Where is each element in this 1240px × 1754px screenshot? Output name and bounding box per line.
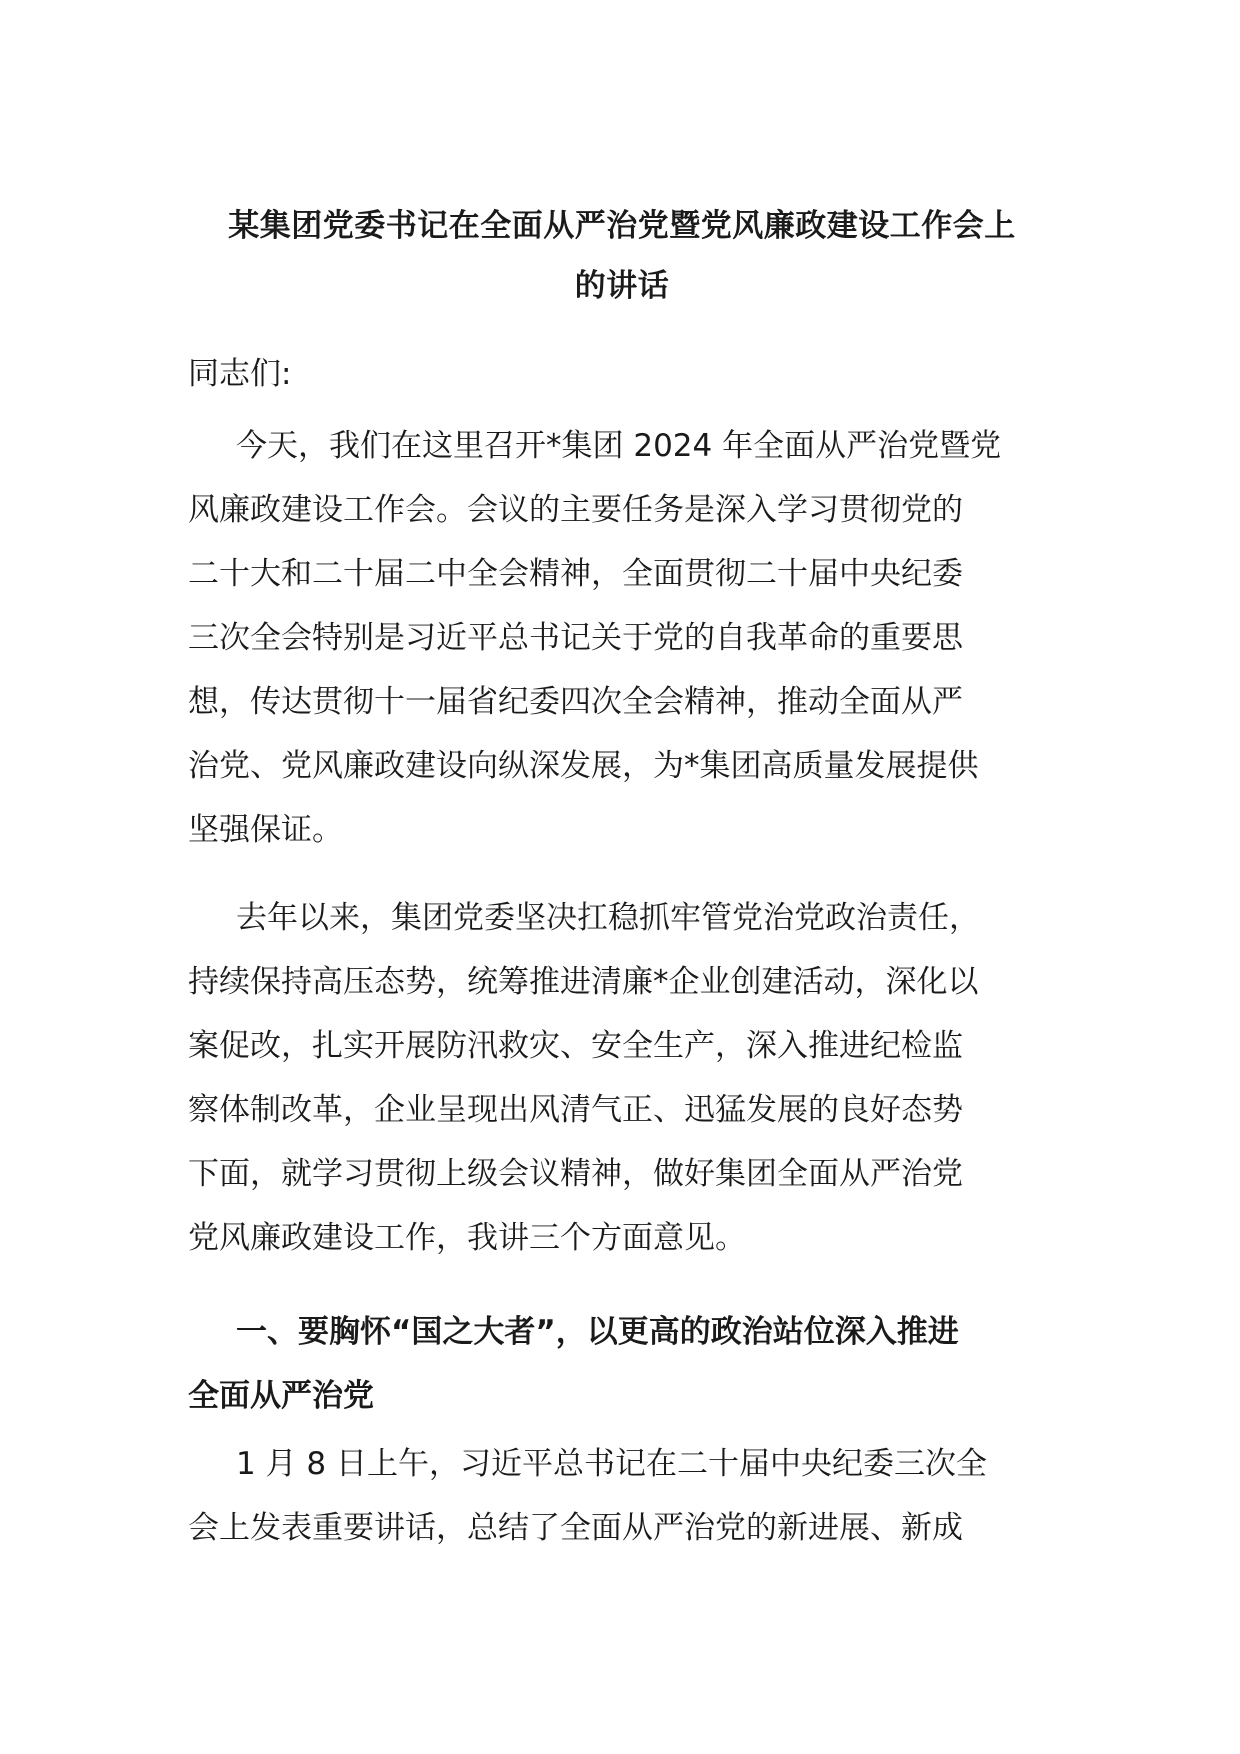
- paragraph-line: 1 月 8 日上午，习近平总书记在二十届中央纪委三次全: [236, 1446, 988, 1482]
- paragraph-line: 察体制改革，企业呈现出风清气正、迅猛发展的良好态势: [188, 1092, 963, 1128]
- title-line: 某集团党委书记在全面从严治党暨党风廉政建设工作会上: [228, 208, 1016, 244]
- paragraph-line: 治党、党风廉政建设向纵深发展，为*集团高质量发展提供: [188, 748, 979, 784]
- paragraph-line: 下面，就学习贯彻上级会议精神，做好集团全面从严治党: [188, 1156, 963, 1192]
- paragraph-review: [188, 886, 1058, 1270]
- heading-line: 全面从严治党: [188, 1378, 374, 1414]
- paragraph-line: 想，传达贯彻十一届省纪委四次全会精神，推动全面从严: [188, 684, 963, 720]
- paragraph-line: 二十大和二十届二中全会精神，全面贯彻二十届中央纪委: [188, 556, 963, 592]
- salutation-text: 同志们:: [188, 356, 292, 392]
- paragraph-line: 持续保持高压态势，统筹推进清廉*企业创建活动，深化以: [188, 964, 979, 1000]
- paragraph-intro: [188, 414, 1058, 862]
- salutation: [188, 342, 1058, 406]
- paragraph-line: 会上发表重要讲话，总结了全面从严治党的新进展、新成: [188, 1510, 963, 1546]
- title-line: 的讲话: [574, 268, 670, 304]
- heading-line: 一、要胸怀“国之大者”，以更高的政治站位深入推进: [236, 1314, 959, 1350]
- paragraph-line: 去年以来，集团党委坚决扛稳抓牢管党治党政治责任，: [236, 900, 980, 936]
- section-heading: [188, 1300, 1058, 1428]
- paragraph-line: 坚强保证。: [188, 812, 343, 848]
- paragraph-section-1: [188, 1432, 1058, 1560]
- paragraph-line: 今天，我们在这里召开*集团 2024 年全面从严治党暨党: [236, 428, 1002, 464]
- paragraph-line: 党风廉政建设工作，我讲三个方面意见。: [188, 1220, 746, 1256]
- paragraph-line: 三次全会特别是习近平总书记关于党的自我革命的重要思: [188, 620, 963, 656]
- paragraph-line: 案促改，扎实开展防汛救灾、安全生产，深入推进纪检监: [188, 1028, 963, 1064]
- paragraph-line: 风廉政建设工作会。会议的主要任务是深入学习贯彻党的: [188, 492, 963, 528]
- document-title: [160, 196, 1084, 316]
